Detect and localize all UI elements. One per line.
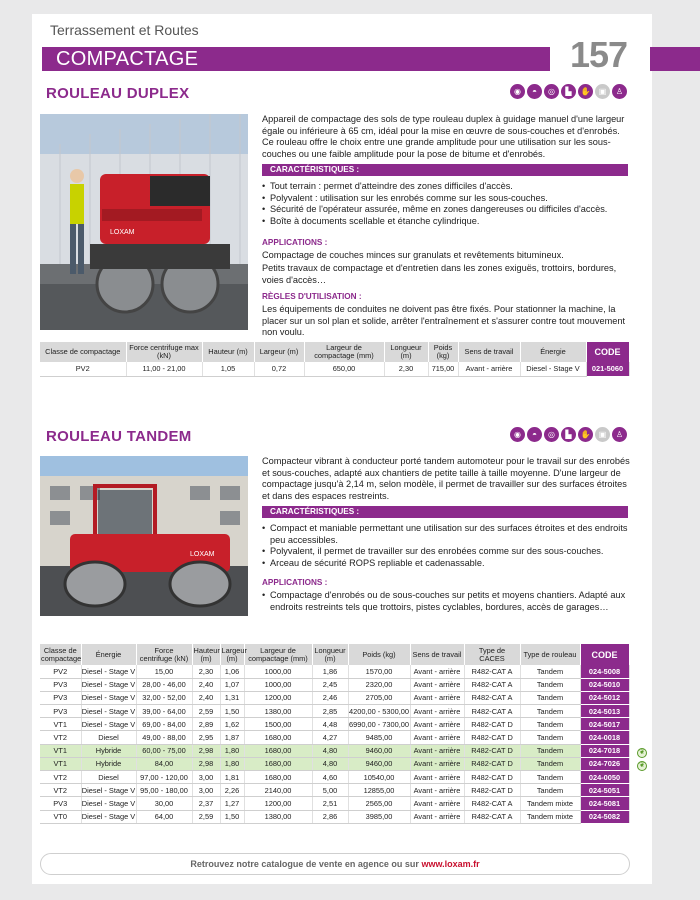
product-code: 024-5051 [580,784,629,797]
table-cell: Diesel - Stage V [81,718,136,731]
glove-icon: ✋ [578,84,593,99]
table-row [40,744,629,757]
table-cell: 6990,00 - 7300,00 [348,718,410,731]
table-cell: 97,00 - 120,00 [136,771,192,784]
table-cell: Tandem [520,705,580,718]
table-cell: 4200,00 - 5300,00 [348,705,410,718]
table-cell: 9460,00 [348,757,410,770]
table-row [40,705,629,718]
tandem-safety-icons [510,427,627,442]
coverall-icon: ♙ [612,427,627,442]
table-cell: 2,95 [192,731,220,744]
vest-icon: ▣ [595,84,610,99]
table-cell: Diesel - Stage V [81,784,136,797]
table-header: Largeur (m) [254,342,304,362]
svg-text:LOXAM: LOXAM [190,551,215,558]
table-cell: 60,00 - 75,00 [136,744,192,757]
section-label: Terrassement et Routes [50,22,199,38]
table-cell: Diesel - Stage V [81,665,136,678]
table-cell: Tandem [520,731,580,744]
table-cell: 1,31 [220,691,244,704]
table-cell: Tandem mixte [520,797,580,810]
table-cell: 1000,00 [244,665,312,678]
table-cell: VT1 [40,757,81,770]
table-cell: 2,59 [192,810,220,823]
table-header: Hauteur (m) [192,644,220,665]
table-cell: Tandem [520,718,580,731]
tandem-title: ROULEAU TANDEM [46,428,192,445]
table-header: Hauteur (m) [202,342,254,362]
table-cell: 1,80 [220,744,244,757]
table-header: Force centrifuge (kN) [136,644,192,665]
table-cell: 1,81 [220,771,244,784]
table-header-row [40,342,629,362]
tandem-applications-list [262,590,630,613]
table-header: Largeur (m) [220,644,244,665]
product-code: 024-7026 [580,757,629,770]
product-code: 024-5008 [580,665,629,678]
product-code: 024-5012 [580,691,629,704]
table-cell: Diesel [81,731,136,744]
table-cell: Diesel - Stage V [81,691,136,704]
table-cell: 2320,00 [348,678,410,691]
duplex-regles-heading: RÈGLES D'UTILISATION : [262,292,362,301]
table-cell: 4,80 [312,757,348,770]
table-cell: 1680,00 [244,731,312,744]
eco-leaf-icon: ❦ [637,761,647,771]
table-cell: Diesel - Stage V [520,362,586,376]
table-cell: 2,86 [312,810,348,823]
table-cell: Hybride [81,757,136,770]
table-cell: R482-CAT D [464,731,520,744]
table-cell: PV3 [40,705,81,718]
table-row [40,678,629,691]
table-cell: 650,00 [304,362,384,376]
table-cell: Tandem [520,665,580,678]
table-cell: 4,80 [312,744,348,757]
table-header-code: CODE [580,644,629,665]
table-cell: Tandem [520,744,580,757]
coverall-icon: ♙ [612,84,627,99]
table-cell: 2,37 [192,797,220,810]
table-cell: 2,59 [192,705,220,718]
list-item: • Compactage d'enrobés ou de sous-couches sur petits et moyens chantiers. Adapté aux endroits restreints tels que trottoirs, pistes cyclables, bordures, accès de garages… [262,590,630,613]
table-header: Poids (kg) [348,644,410,665]
footer-banner [40,853,630,875]
table-cell: Tandem [520,757,580,770]
table-header: Type de CACES [464,644,520,665]
table-cell: VT0 [40,810,81,823]
duplex-photo [40,114,248,330]
list-item: • Sécurité de l'opérateur assurée, même en zones dangereuses ou difficiles d'accès. [262,204,630,216]
table-cell: R482-CAT A [464,691,520,704]
duplex-application-2: Petits travaux de compactage et d'entretien dans les zones exiguës, trottoirs, bordures, voies d'accès… [262,263,617,285]
list-item: • Polyvalent : utilisation sur les enrobés comme sur les sous-couches. [262,193,630,205]
duplex-spec-table [40,342,630,377]
table-cell: Avant - arrière [410,810,464,823]
banner-bar-right [650,47,700,71]
table-cell: PV2 [40,362,126,376]
product-code: 024-5082 [580,810,629,823]
duplex-caracteristiques-bar: CARACTÉRISTIQUES : [262,164,628,176]
table-cell: R482-CAT A [464,678,520,691]
table-cell: 2,98 [192,757,220,770]
table-header: Poids (kg) [428,342,458,362]
table-header: Classe de compactage [40,644,81,665]
table-cell: 1680,00 [244,744,312,757]
footer-text: Retrouvez notre catalogue de vente en agence ou sur [190,859,422,869]
table-cell: 10540,00 [348,771,410,784]
table-cell: 1,50 [220,810,244,823]
table-cell: 1680,00 [244,757,312,770]
duplex-application-1: Compactage de couches minces sur granulats et revêtements bitumineux. [262,250,564,260]
table-cell: 1500,00 [244,718,312,731]
table-cell: 2140,00 [244,784,312,797]
table-cell: Avant - arrière [410,665,464,678]
table-cell: Tandem [520,691,580,704]
tandem-description: Compacteur vibrant à conducteur porté tandem automoteur pour le travail sur des enrobés et sous-couches, adapté aux chantiers de petite taille à taille moyenne. D'une largeur de compactage jusqu'à 2,14 m, selon modèle, il permet de travailler sur des surfaces étroites et dans des espaces restreints. [262,456,630,501]
product-code: 024-5013 [580,705,629,718]
table-cell: 1,06 [220,665,244,678]
table-header: Sens de travail [410,644,464,665]
table-header: Type de rouleau [520,644,580,665]
table-cell: Tandem [520,771,580,784]
table-row [40,362,629,376]
table-cell: VT2 [40,771,81,784]
list-item: • Boîte à documents scellable et étanche cylindrique. [262,216,630,228]
table-header-code: CODE [586,342,629,362]
glove-icon: ✋ [578,427,593,442]
list-item: • Tout terrain : permet d'atteindre des zones difficiles d'accès. [262,181,630,193]
table-cell: R482-CAT D [464,718,520,731]
tandem-applications-heading: APPLICATIONS : [262,578,328,587]
table-cell: 2705,00 [348,691,410,704]
boot-icon: ▙ [561,84,576,99]
duplex-regles-text: Les équipements de conduites ne doivent pas être fixés. Pour stationner la machine, la placer sur un sol plan et solide, arrêter l'entraînement et s'assurer contre tout mouvement non voulu. [262,304,626,337]
table-cell: 2,89 [192,718,220,731]
product-code: 024-5010 [580,678,629,691]
table-cell: 95,00 - 180,00 [136,784,192,797]
table-cell: Diesel - Stage V [81,678,136,691]
table-row [40,797,629,810]
table-cell: 9460,00 [348,744,410,757]
table-cell: 2,26 [220,784,244,797]
boot-icon: ▙ [561,427,576,442]
table-cell: 1380,00 [244,810,312,823]
list-item: • Arceau de sécurité ROPS repliable et cadenassable. [262,558,630,570]
table-cell: Diesel [81,771,136,784]
table-cell: 1,86 [312,665,348,678]
table-cell: Avant - arrière [410,744,464,757]
table-row [40,665,629,678]
table-cell: 1570,00 [348,665,410,678]
table-header: Classe de compactage [40,342,126,362]
table-cell: 1,80 [220,757,244,770]
table-cell: Avant - arrière [410,678,464,691]
table-cell: 3985,00 [348,810,410,823]
table-cell: Diesel - Stage V [81,810,136,823]
table-row [40,718,629,731]
table-cell: 9485,00 [348,731,410,744]
banner-title: COMPACTAGE [56,48,199,70]
table-cell: Diesel - Stage V [81,705,136,718]
table-cell: 4,48 [312,718,348,731]
table-cell: PV3 [40,678,81,691]
table-cell: 715,00 [428,362,458,376]
table-cell: Avant - arrière [410,771,464,784]
table-cell: 4,27 [312,731,348,744]
ear-protection-icon: ◉ [510,427,525,442]
table-cell: 3,00 [192,784,220,797]
table-cell: Hybride [81,744,136,757]
table-cell: 2,45 [312,678,348,691]
table-cell: 1,07 [220,678,244,691]
table-row [40,810,629,823]
ear-defender-icon: ◎ [544,84,559,99]
table-cell: 2,46 [312,691,348,704]
table-cell: 1,27 [220,797,244,810]
table-cell: 1,05 [202,362,254,376]
table-cell: 0,72 [254,362,304,376]
list-item: • Compact et maniable permettant une utilisation sur des surfaces étroites et des endroits peu accessibles. [262,523,630,546]
table-cell: 1000,00 [244,678,312,691]
table-cell: PV2 [40,665,81,678]
table-header: Largeur de compactage (mm) [244,644,312,665]
table-cell: Avant - arrière [410,784,464,797]
table-cell: 1,62 [220,718,244,731]
table-cell: 1,87 [220,731,244,744]
table-cell: 84,00 [136,757,192,770]
duplex-description: Appareil de compactage des sols de type rouleau duplex à guidage manuel d'une largeur égale ou inférieure à 65 cm, idéal pour la mise en œuvre de sous-couches et d'enrobés. Ce rouleau offre le choix entre une grande amplitude pour une utilisation sur les sous-couches ou une faible amplitude pour la pose de bitume et d'enrobés. [262,114,625,159]
table-header: Énergie [81,644,136,665]
table-cell: VT2 [40,784,81,797]
table-cell: 2,85 [312,705,348,718]
table-header: Énergie [520,342,586,362]
table-row [40,757,629,770]
table-cell: R482-CAT D [464,757,520,770]
table-cell: 32,00 - 52,00 [136,691,192,704]
table-cell: Avant - arrière [410,797,464,810]
table-cell: 5,00 [312,784,348,797]
table-cell: R482-CAT D [464,771,520,784]
table-cell: 1680,00 [244,771,312,784]
helmet-icon: ◓ [527,427,542,442]
table-header: Longueur (m) [384,342,428,362]
table-cell: R482-CAT D [464,744,520,757]
table-row [40,771,629,784]
ear-defender-icon: ◎ [544,427,559,442]
table-cell: 1,50 [220,705,244,718]
table-cell: 3,00 [192,771,220,784]
duplex-title: ROULEAU DUPLEX [46,85,190,102]
table-cell: Tandem mixte [520,810,580,823]
footer-link[interactable]: www.loxam.fr [421,859,480,869]
tandem-spec-table [40,644,630,824]
table-cell: 12855,00 [348,784,410,797]
table-cell: 30,00 [136,797,192,810]
table-cell: R482-CAT D [464,784,520,797]
eco-leaf-icon: ❦ [637,748,647,758]
table-cell: Avant - arrière [410,705,464,718]
table-cell: 69,00 - 84,00 [136,718,192,731]
table-cell: 1380,00 [244,705,312,718]
table-header: Largeur de compactage (mm) [304,342,384,362]
product-code: 024-0018 [580,731,629,744]
duplex-applications-heading: APPLICATIONS : [262,238,328,247]
table-header: Sens de travail [458,342,520,362]
table-cell: 11,00 - 21,00 [126,362,202,376]
table-cell: 1200,00 [244,797,312,810]
table-cell: 64,00 [136,810,192,823]
list-item: • Polyvalent, il permet de travailler sur des enrobées comme sur des sous-couches. [262,546,630,558]
product-code: 024-5081 [580,797,629,810]
table-cell: 2,30 [192,665,220,678]
table-cell: 1200,00 [244,691,312,704]
duplex-caracteristiques-list [262,181,630,227]
table-cell: Avant - arrière [410,718,464,731]
product-code: 024-7018 [580,744,629,757]
product-code: 024-0050 [580,771,629,784]
table-cell: R482-CAT A [464,705,520,718]
table-cell: Tandem [520,678,580,691]
table-cell: R482-CAT A [464,665,520,678]
tandem-photo [40,456,248,616]
table-cell: Avant - arrière [410,757,464,770]
table-cell: Avant - arrière [410,731,464,744]
table-row [40,691,629,704]
table-header: Longueur (m) [312,644,348,665]
tandem-caracteristiques-list [262,523,630,569]
table-cell: PV3 [40,797,81,810]
table-cell: R482-CAT A [464,810,520,823]
table-cell: 2,30 [384,362,428,376]
tandem-caracteristiques-bar: CARACTÉRISTIQUES : [262,506,628,518]
table-cell: 39,00 - 64,00 [136,705,192,718]
table-cell: 2,40 [192,678,220,691]
product-code: 021-5060 [586,362,629,376]
table-header: Force centrifuge max (kN) [126,342,202,362]
page-number: 157 [570,34,628,75]
table-row [40,731,629,744]
table-cell: 15,00 [136,665,192,678]
ear-protection-icon: ◉ [510,84,525,99]
table-cell: PV3 [40,691,81,704]
table-cell: Avant - arrière [458,362,520,376]
table-row [40,784,629,797]
table-cell: 2565,00 [348,797,410,810]
table-cell: 49,00 - 88,00 [136,731,192,744]
product-code: 024-5017 [580,718,629,731]
table-cell: Diesel - Stage V [81,797,136,810]
table-cell: Avant - arrière [410,691,464,704]
svg-text:LOXAM: LOXAM [110,229,135,236]
helmet-icon: ◓ [527,84,542,99]
table-cell: Tandem [520,784,580,797]
table-cell: VT1 [40,744,81,757]
table-cell: R482-CAT A [464,797,520,810]
duplex-safety-icons [510,84,627,99]
table-cell: 2,51 [312,797,348,810]
table-cell: 4,60 [312,771,348,784]
table-header-row [40,644,629,665]
table-cell: 2,98 [192,744,220,757]
table-cell: 2,40 [192,691,220,704]
tandem-table-body [40,665,629,823]
vest-icon: ▣ [595,427,610,442]
table-cell: VT1 [40,718,81,731]
table-cell: VT2 [40,731,81,744]
table-cell: 28,00 - 46,00 [136,678,192,691]
